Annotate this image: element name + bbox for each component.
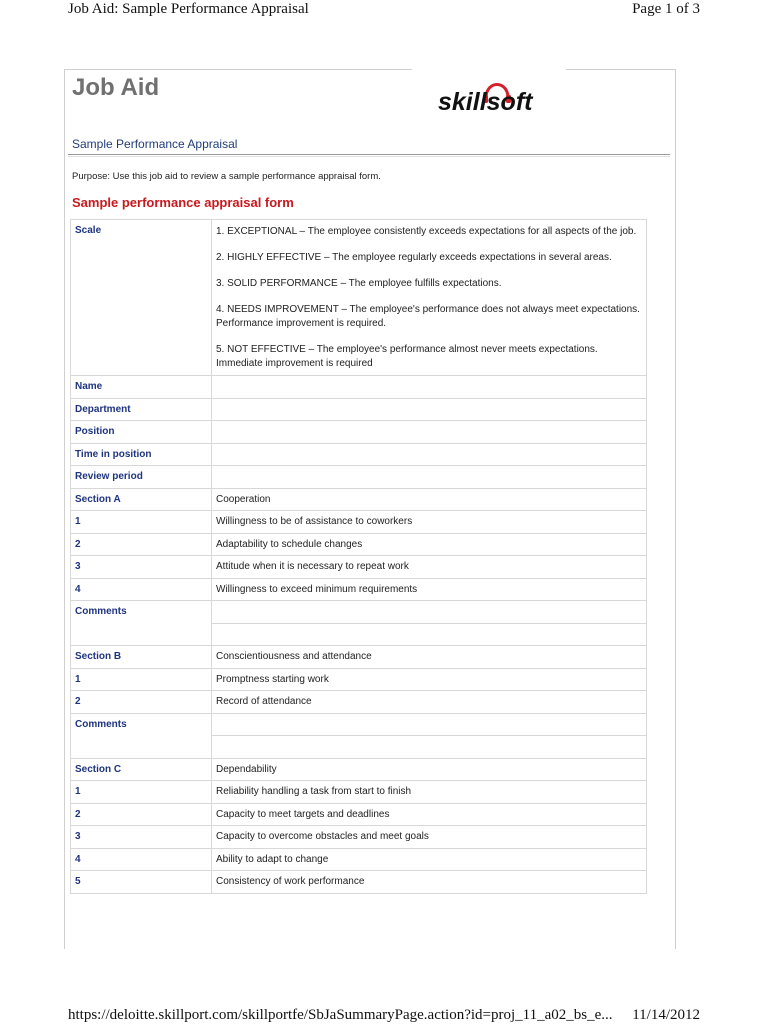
table-row xyxy=(71,646,647,669)
field-label-name: Name xyxy=(71,376,212,399)
page-title: Job Aid xyxy=(72,74,160,101)
item-number: 3 xyxy=(71,556,212,579)
subtitle-divider xyxy=(68,154,670,157)
item-number: 3 xyxy=(71,826,212,849)
table-row xyxy=(71,466,647,489)
field-value-review-period[interactable] xyxy=(212,466,647,489)
print-header-title: Job Aid: Sample Performance Appraisal xyxy=(68,1,309,17)
scale-item: 1. EXCEPTIONAL – The employee consistently exceeds expectations for all aspects of the job. xyxy=(216,226,637,237)
table-row xyxy=(71,443,647,466)
field-label-department: Department xyxy=(71,398,212,421)
table-row xyxy=(71,556,647,579)
item-number: 4 xyxy=(71,848,212,871)
field-value-position[interactable] xyxy=(212,421,647,444)
item-text: Reliability handling a task from start to finish xyxy=(212,781,647,804)
section-c-title: Dependability xyxy=(212,758,647,781)
skillsoft-logo xyxy=(438,68,548,114)
print-footer-date: 11/14/2012 xyxy=(632,1007,700,1023)
purpose-text: Purpose: Use this job aid to review a sample performance appraisal form. xyxy=(72,171,381,182)
section-a-label: Section A xyxy=(71,488,212,511)
scale-item: 4. NEEDS IMPROVEMENT – The employee's performance does not always meet expectations. Performance improvement is required. xyxy=(216,304,640,329)
skillsoft-logo-icon xyxy=(438,68,548,114)
item-number: 5 xyxy=(71,871,212,894)
document-subtitle: Sample Performance Appraisal xyxy=(72,137,238,151)
item-text: Consistency of work performance xyxy=(212,871,647,894)
item-text: Record of attendance xyxy=(212,691,647,714)
field-label-position: Position xyxy=(71,421,212,444)
item-text: Capacity to overcome obstacles and meet goals xyxy=(212,826,647,849)
item-number: 1 xyxy=(71,668,212,691)
field-value-name[interactable] xyxy=(212,376,647,399)
table-row xyxy=(71,398,647,421)
table-row xyxy=(71,826,647,849)
table-row xyxy=(71,511,647,534)
table-row xyxy=(71,421,647,444)
section-a-comments-field[interactable] xyxy=(212,623,647,646)
form-heading: Sample performance appraisal form xyxy=(72,195,294,210)
section-b-comments-field[interactable] xyxy=(212,736,647,759)
section-b-comments-label: Comments xyxy=(71,713,212,758)
section-c-label: Section C xyxy=(71,758,212,781)
field-value-department[interactable] xyxy=(212,398,647,421)
scale-label: Scale xyxy=(71,220,212,376)
scale-item: 3. SOLID PERFORMANCE – The employee fulfills expectations. xyxy=(216,278,502,289)
field-label-time-in-position: Time in position xyxy=(71,443,212,466)
item-number: 1 xyxy=(71,511,212,534)
table-row xyxy=(71,803,647,826)
scale-item: 2. HIGHLY EFFECTIVE – The employee regularly exceeds expectations in several areas. xyxy=(216,252,612,263)
field-label-review-period: Review period xyxy=(71,466,212,489)
appraisal-form-table xyxy=(70,219,647,894)
print-header xyxy=(0,0,768,24)
table-row xyxy=(71,871,647,894)
table-row xyxy=(71,668,647,691)
item-number: 2 xyxy=(71,803,212,826)
table-row xyxy=(71,488,647,511)
table-row xyxy=(71,848,647,871)
print-header-page-number: Page 1 of 3 xyxy=(632,1,700,17)
item-text: Capacity to meet targets and deadlines xyxy=(212,803,647,826)
table-row xyxy=(71,533,647,556)
section-a-comments-label: Comments xyxy=(71,601,212,646)
section-b-comments-field[interactable] xyxy=(212,713,647,736)
table-row xyxy=(71,713,647,736)
table-row xyxy=(71,220,647,376)
table-row xyxy=(71,376,647,399)
section-b-label: Section B xyxy=(71,646,212,669)
table-row xyxy=(71,758,647,781)
field-value-time-in-position[interactable] xyxy=(212,443,647,466)
print-footer xyxy=(0,1004,768,1024)
item-text: Ability to adapt to change xyxy=(212,848,647,871)
scale-description xyxy=(212,220,647,376)
logo-wordmark: skillsoft xyxy=(438,88,533,114)
table-row xyxy=(71,578,647,601)
table-row xyxy=(71,691,647,714)
item-number: 2 xyxy=(71,691,212,714)
section-a-title: Cooperation xyxy=(212,488,647,511)
item-number: 2 xyxy=(71,533,212,556)
item-text: Adaptability to schedule changes xyxy=(212,533,647,556)
item-text: Promptness starting work xyxy=(212,668,647,691)
scale-item: 5. NOT EFFECTIVE – The employee's performance almost never meets expectations. Immediate improvement is required xyxy=(216,344,598,369)
print-footer-url[interactable]: https://deloitte.skillport.com/skillportfe/SbJaSummaryPage.action?id=proj_11_a02_bs_e... xyxy=(68,1007,613,1023)
item-number: 4 xyxy=(71,578,212,601)
section-a-comments-field[interactable] xyxy=(212,601,647,624)
section-b-title: Conscientiousness and attendance xyxy=(212,646,647,669)
table-row xyxy=(71,601,647,624)
item-text: Willingness to exceed minimum requirements xyxy=(212,578,647,601)
table-row xyxy=(71,781,647,804)
item-text: Willingness to be of assistance to coworkers xyxy=(212,511,647,534)
item-number: 1 xyxy=(71,781,212,804)
item-text: Attitude when it is necessary to repeat work xyxy=(212,556,647,579)
